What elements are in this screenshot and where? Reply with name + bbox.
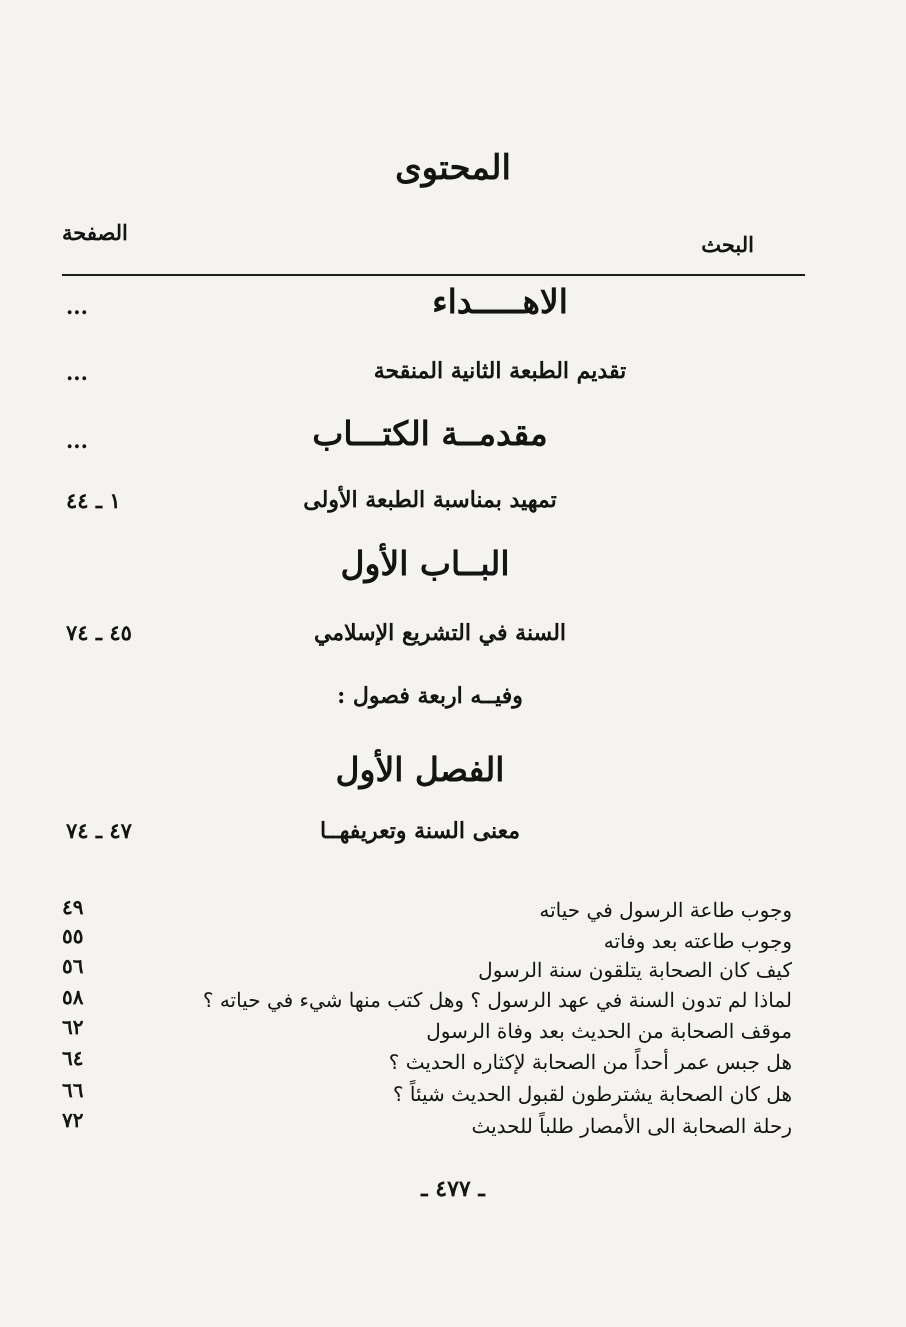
sub-entry: وجوب طاعة الرسول في حياته bbox=[539, 898, 792, 922]
sub-entry-page: ٦٤ bbox=[62, 1046, 84, 1070]
toc-entry-pages: ٤٥ ـ ٧٤ bbox=[66, 620, 132, 645]
page-title: المحتوى bbox=[395, 148, 511, 188]
sub-entry: هل جبس عمر أحداً من الصحابة لإكثاره الحديث ؟ bbox=[388, 1050, 792, 1074]
sub-entry-page: ٧٢ bbox=[62, 1108, 84, 1132]
toc-entry-sunnah-legislation: السنة في التشريع الإسلامي bbox=[313, 620, 567, 646]
page-column-header: الصفحة bbox=[62, 220, 128, 245]
page-number: ـ ٤٧٧ ـ bbox=[421, 1176, 485, 1202]
part-heading: البــاب الأول bbox=[340, 544, 510, 583]
toc-entry-sunnah-meaning: معنى السنة وتعريفهــا bbox=[319, 818, 521, 844]
toc-entry-pages: ... bbox=[66, 360, 88, 385]
sub-entry: لماذا لم تدون السنة في عهد الرسول ؟ وهل كتب منها شيء في حياته ؟ bbox=[202, 988, 792, 1012]
chapter-heading: الفصل الأول bbox=[335, 750, 505, 789]
toc-entry-dedication: الاهـــــداء bbox=[432, 282, 568, 321]
sub-entry: وجوب طاعته بعد وفاته bbox=[603, 929, 792, 953]
toc-entry-second-edition: تقديم الطبعة الثانية المنقحة bbox=[373, 358, 627, 384]
sub-entry-page: ٦٢ bbox=[62, 1015, 84, 1039]
header-rule bbox=[62, 274, 805, 276]
toc-entry-pages: ١ ـ ٤٤ bbox=[66, 488, 121, 513]
toc-entry-pages: ... bbox=[66, 294, 88, 319]
topic-column-header: البحث bbox=[701, 232, 754, 257]
toc-entry-pages: ٤٧ ـ ٧٤ bbox=[66, 818, 132, 843]
sub-entry-page: ٥٦ bbox=[62, 954, 84, 978]
toc-entry-preface: تمهيد بمناسبة الطبعة الأولى bbox=[303, 487, 557, 513]
toc-entry-book-intro: مقدمــة الكتـــاب bbox=[312, 414, 548, 453]
sub-entry-page: ٥٥ bbox=[62, 924, 84, 948]
sub-entry: رحلة الصحابة الى الأمصار طلباً للحديث bbox=[471, 1114, 792, 1138]
sub-entry-page: ٦٦ bbox=[62, 1078, 84, 1102]
chapters-note: وفيــه اربعة فصول : bbox=[337, 683, 523, 709]
sub-entry: كيف كان الصحابة يتلقون سنة الرسول bbox=[478, 958, 792, 982]
sub-entry: موقف الصحابة من الحديث بعد وفاة الرسول bbox=[426, 1019, 792, 1043]
sub-entry-page: ٤٩ bbox=[62, 895, 84, 919]
sub-entry-page: ٥٨ bbox=[62, 985, 84, 1009]
toc-entry-pages: ... bbox=[66, 428, 88, 453]
sub-entry: هل كان الصحابة يشترطون لقبول الحديث شيئاً ؟ bbox=[392, 1082, 792, 1106]
